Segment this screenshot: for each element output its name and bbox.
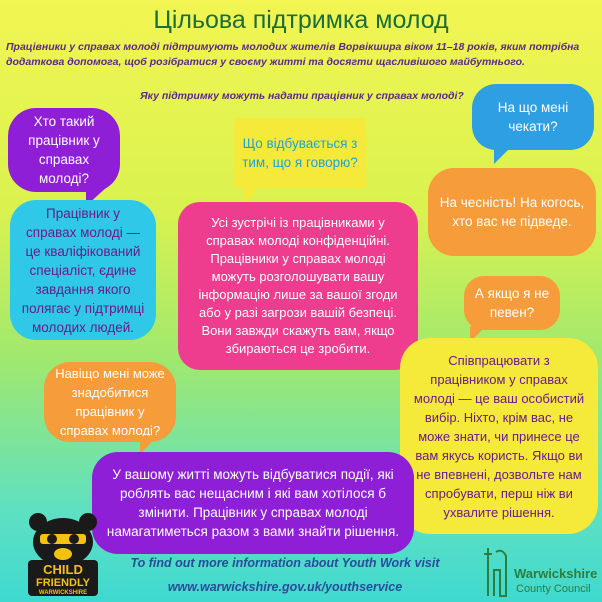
intro-text: Працівники у справах молоді підтримують молодих жителів Ворвікшира віком 11–18 років, яким потрібна додаткова допомога, щоб розібратися у своєму житті та досягти щасливішого майбутнього. [6, 41, 580, 68]
bubble-confidential-text: Усі зустрічі із працівниками у справах молоді конфіденційні. Працівники у справах молоді можуть розголошувати вашу інформацію лише за вашої згоди або у разі загрози вашій безпеці. Вони завжди скажуть вам, якщо збираються це зробити. [198, 215, 398, 356]
bubble-who-text: Хто такий працівник у справах молоді? [28, 114, 100, 186]
bubble-why-need-text: Навіщо мені може знадобитися працівник у справах молоді? [55, 366, 165, 438]
bubble-unsure-text: А якщо я не певен? [474, 286, 550, 320]
page-title: Цільова підтримка молод [153, 6, 449, 34]
child-friendly-logo [22, 512, 104, 598]
bubble-honesty-text: На чесність! На когось, хто вас не підведе. [439, 195, 585, 229]
child-friendly-line2: FRIENDLY [36, 577, 90, 589]
bubble-choice-text: Співпрацювати з працівником у справах молоді — це ваш особистий вибір. Ніхто, крім вас, не може знати, чи принесе це вам якусь користь. Якщо ви не впевнені, дозвольте нам спробувати, перш ніж ви ухвалите рішення. [413, 352, 585, 520]
child-friendly-line3: WARWICKSHIRE [38, 590, 88, 596]
bear-staff-icon [484, 548, 506, 596]
bubble-what-happens [234, 118, 366, 188]
child-friendly-line1: CHILD [43, 562, 83, 577]
bubble-unsure [464, 276, 560, 330]
warwickshire-council-logo [478, 540, 602, 602]
council-sub: County Council [516, 583, 591, 595]
bubble-why-need [44, 362, 176, 442]
bubble-confidential [178, 202, 418, 370]
bubble-expect-text: На що мені чекати? [497, 100, 569, 134]
bubble-who-answer-text: Працівник у справах молоді — це кваліфікований спеціаліст, єдине завдання якого полягає у підтримці молодих людей. [21, 205, 145, 335]
bubble-life-events-text: У вашому житті можуть відбуватися події, які роблять вас нещасним і які вам хотілося б змінити. Працівник у справах молоді намагатиметься разом з вами знайти рішення. [106, 467, 400, 539]
question-text: Яку підтримку можуть надати працівник у справах молоді? [140, 90, 464, 102]
bubble-choice [400, 338, 598, 534]
bubble-expect-tail [494, 146, 512, 164]
bubble-who [8, 108, 120, 192]
bubble-what-happens-text: Що відбувається з тим, що я говорю? [242, 136, 358, 170]
bubble-life-events [92, 452, 414, 554]
footer-url-link[interactable]: www.warwickshire.gov.uk/youthservice [167, 580, 403, 594]
footer-info-text: To find out more information about Youth Work visit [130, 556, 440, 570]
bubble-expect [472, 84, 594, 150]
bubble-honesty [428, 168, 596, 256]
bubble-who-answer [10, 200, 156, 340]
council-name: Warwickshire [514, 566, 598, 581]
